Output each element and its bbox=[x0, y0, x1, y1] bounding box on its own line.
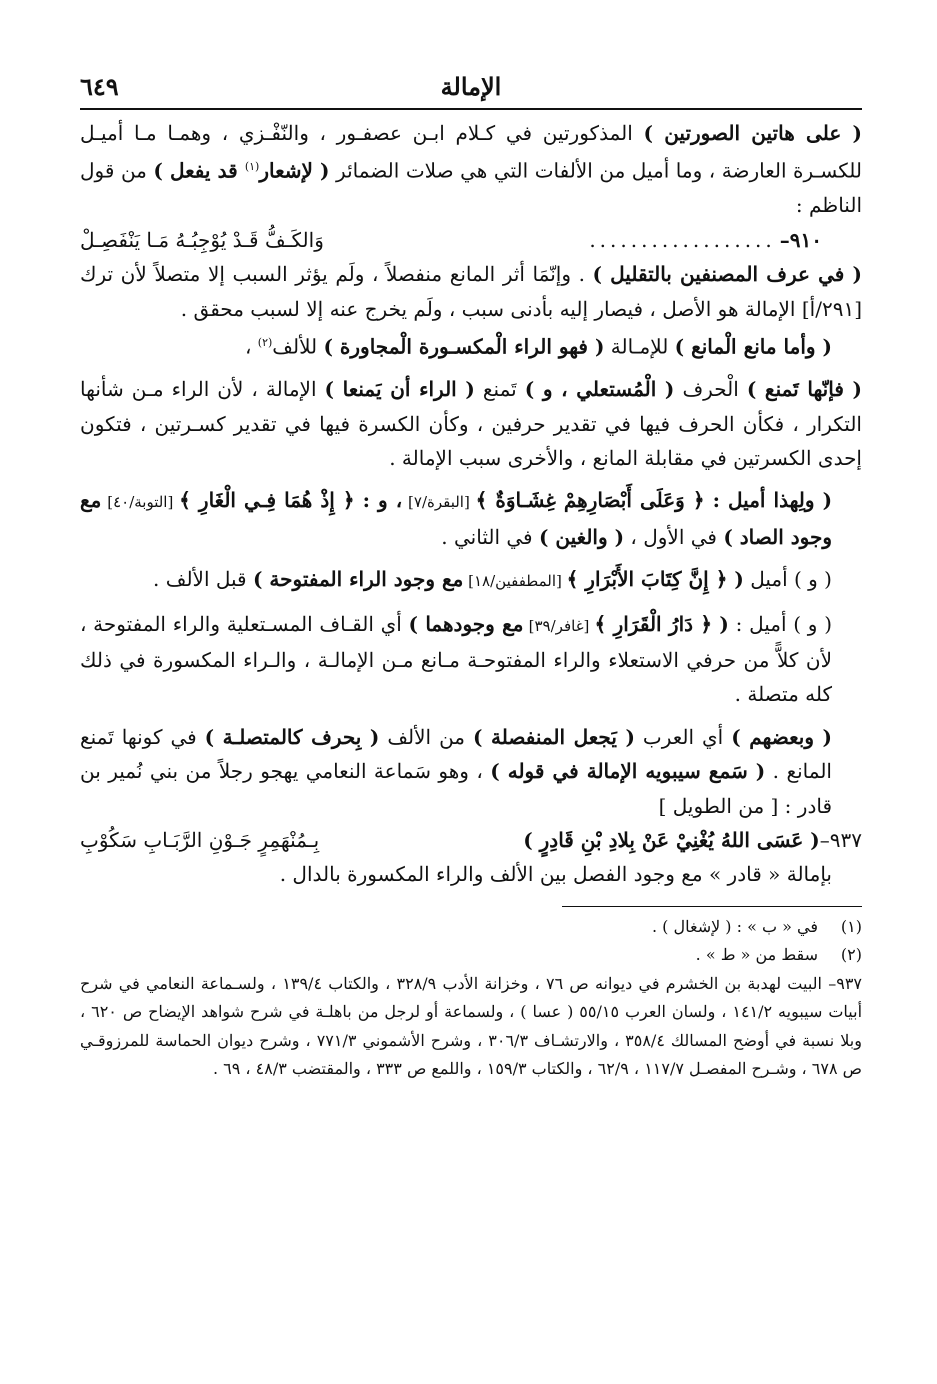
text-run: ( وبعضهم ) bbox=[731, 724, 833, 749]
text-run: ، وهو سَماعة النعامي يهجو رجلاً من بني نُمير بن قادر : [ من الطويل ] bbox=[80, 759, 832, 818]
text-run: في الأول ، bbox=[624, 524, 724, 549]
bold-phrase: ، و : ﴿ إِذْ هُمَا فِـي الْغَارِ ﴾ bbox=[179, 488, 403, 513]
paragraph-3 bbox=[80, 326, 862, 364]
bold-phrase: ( ﴿ دَارُ الْقَرَارِ ﴾ bbox=[594, 611, 729, 636]
footnotes bbox=[80, 913, 862, 1084]
text-run: تَمنع bbox=[474, 377, 525, 402]
bold-phrase: مع وجودهما ) bbox=[408, 611, 524, 636]
bold-phrase: ( لإشعار bbox=[259, 159, 330, 184]
paragraph-2 bbox=[80, 257, 862, 326]
verse-line bbox=[80, 223, 862, 257]
text-run: أي العرب bbox=[634, 724, 732, 749]
bold-phrase: ( يَجعل المنفصلة ) bbox=[472, 724, 635, 749]
quran-reference: [غافر/٣٩] bbox=[523, 616, 595, 635]
paragraph-7 bbox=[80, 607, 862, 712]
paragraph-6 bbox=[80, 562, 862, 598]
footnote bbox=[80, 913, 862, 942]
text-run: ( و ) أميل : bbox=[728, 611, 832, 636]
bold-phrase: ( على هاتين الصورتين ) bbox=[643, 121, 862, 145]
bold-phrase: ( والغين ) bbox=[538, 524, 625, 549]
running-header bbox=[80, 72, 862, 110]
main-text bbox=[80, 110, 862, 892]
text-run: بإمالة « قادر » مع وجود الفصل بين الألف والراء المكسورة بالدال . bbox=[279, 862, 832, 887]
bold-phrase: ( الْمُستعلي ، و ) bbox=[524, 377, 675, 402]
paragraph-5 bbox=[80, 483, 862, 554]
verse-hemistich: بِـمُنْهَمِرٍ جَـوْنِ الرَّبَـابِ سَكُوْبِ bbox=[80, 828, 320, 853]
text-run: من قول الناظم : bbox=[80, 159, 862, 218]
bold-phrase: ( فإنّها تَمنع ) bbox=[746, 377, 863, 402]
text-run: للألف bbox=[272, 334, 324, 359]
text-run: في كونها تَمنع المانع . bbox=[80, 724, 832, 784]
bold-phrase: قد يفعل ) bbox=[153, 159, 245, 184]
paragraph-9 bbox=[80, 857, 862, 891]
quran-reference: [التوبة/٤٠] bbox=[101, 493, 180, 512]
bold-phrase: ( ﴿ إِنَّ كِتَابَ الأَبْرَارِ ﴾ bbox=[566, 567, 744, 592]
text-run: للإمـالة bbox=[604, 334, 675, 359]
paragraph-4 bbox=[80, 372, 862, 475]
text-run: قبل الألف . bbox=[153, 567, 253, 592]
text-run: الإمالة ، لأن الراء مـن شأنها التكرار ، فكأن الحرف فيها في تقدير حرفين ، وكأن الكسرة فيها في تقدير كسـرتين ، فتكون إحدى الكسرتين في مقابلة المانع ، والأخرى سبب الإمالة . bbox=[80, 377, 862, 470]
verse-number: ٩١٠– bbox=[779, 227, 822, 252]
text-run: الْحرف bbox=[674, 377, 747, 402]
footnote-number: (١) bbox=[840, 916, 862, 936]
paragraph-8 bbox=[80, 720, 862, 823]
bold-phrase: ( فهو الراء الْمكسـورة الْمجاورة ) bbox=[323, 334, 605, 359]
text-run: . وإنّمَا أثر المانع منفصلاً ، ولَم يؤثر السبب إلا متصلاً لأن ترك [٢٩١/أ] الإمالة هو الأصل ، فيصار إليه بأدنى سبب ، ولَم يخرج عنه إلا لسبب محقق . bbox=[80, 262, 862, 321]
bold-phrase: مع وجود الصاد ) bbox=[80, 488, 832, 549]
text-run: أي القـاف المسـتعلية والراء المفتوحة ، لأن كلاًّ من حرفي الاستعلاء والراء المفتوحـة مـانع مـن الإمالـة ، والـراء المكسورة في ذلك كله متصلة . bbox=[80, 611, 832, 707]
footnote-text: سقط من « ط » . bbox=[695, 945, 818, 965]
footnote-ref[interactable]: (١) bbox=[244, 160, 260, 174]
chapter-title: الإمالة bbox=[440, 72, 502, 101]
verse-hemistich: ( عَسَى اللهُ يُغْنِيْ عَنْ بِلادِ بْنِ قَادِرٍ ) bbox=[523, 828, 820, 853]
bold-phrase: ( بِحرف كالمتصلـة ) bbox=[204, 724, 380, 749]
bold-phrase: مع وجود الراء المفتوحة ) bbox=[252, 567, 464, 592]
paragraph-1 bbox=[80, 116, 862, 223]
text-run: المذكورتين في كـلام ابـن عصفـور ، والنّفْـزي ، وهمـا مـا أميـل للكسـرة العارضة ، وما أميل من الألفات التي هي صلات الضمائر bbox=[80, 121, 863, 184]
quran-reference: [البقرة/٧] bbox=[402, 493, 476, 512]
verse-dots: .................. bbox=[589, 227, 776, 252]
bold-phrase: ( سَمع سيبويه الإمالة في قوله ) bbox=[490, 759, 766, 784]
text-run: في الثاني . bbox=[441, 524, 539, 549]
footnote bbox=[80, 941, 862, 970]
footnote-number: (٢) bbox=[840, 945, 862, 965]
verse-line bbox=[80, 823, 862, 857]
text-run: ، bbox=[244, 334, 258, 359]
text-run: من الألف bbox=[379, 724, 473, 749]
footnote-ref[interactable]: (٢) bbox=[257, 336, 273, 350]
bold-phrase: ( ولِهذا أميل : ﴿ وَعَلَى أَبْصَارِهِمْ غِشَـاوَةٌ ﴾ bbox=[475, 488, 833, 513]
verse-number: ٩٣٧– bbox=[819, 828, 862, 853]
footnote-text: في « ب » : ( لإشغال ) . bbox=[651, 916, 818, 936]
footnote-citation: ٩٣٧– البيت لهدبة بن الخشرم في ديوانه ص ٧٦ ، وخزانة الأدب ٣٢٨/٩ ، والكتاب ١٣٩/٤ ، ولسـماعة النعامي في شرح أبيات سيبويه ١٤١/٢ ، ولسان العرب ٥٥/١٥ ( عسا ) ، ولسماعة أو لرجل من باهلـة في شرح شواهد الإيضاح ص ٦٢٠ ، وبلا نسبة في أوضح المسالك ٣٥٨/٤ ، والارتشـاف ٣٠٦/٣ ، وشرح الأشموني ٧٧١/٣ ، وشرح ديوان الحماسة للمرزوقـي ص ٦٧٨ ، وشـرح المفصـل ١١٧/٧ ، ٦٢/٩ ، والكتاب ١٥٩/٣ ، واللمع ص ٣٣٣ ، والمقتضب ٤٨/٣ ، ٦٩ . bbox=[80, 973, 863, 1079]
text-run: ( و ) أميل bbox=[743, 567, 832, 592]
bold-phrase: ( الراء أن يَمنعا ) bbox=[324, 377, 475, 402]
verse-hemistich: وَالكَـفُّ قَـدْ يُوْجِبُـهُ مَـا يَنْفَصِـلْ bbox=[79, 227, 324, 252]
quran-reference: [المطففين/١٨] bbox=[463, 572, 567, 591]
page-number: ٦٤٩ bbox=[80, 72, 119, 101]
footnote-separator bbox=[562, 906, 862, 907]
bold-phrase: ( وأما مانع الْمانع ) bbox=[674, 334, 832, 359]
bold-phrase: ( في عرف المصنفين بالتقليل ) bbox=[592, 262, 862, 287]
